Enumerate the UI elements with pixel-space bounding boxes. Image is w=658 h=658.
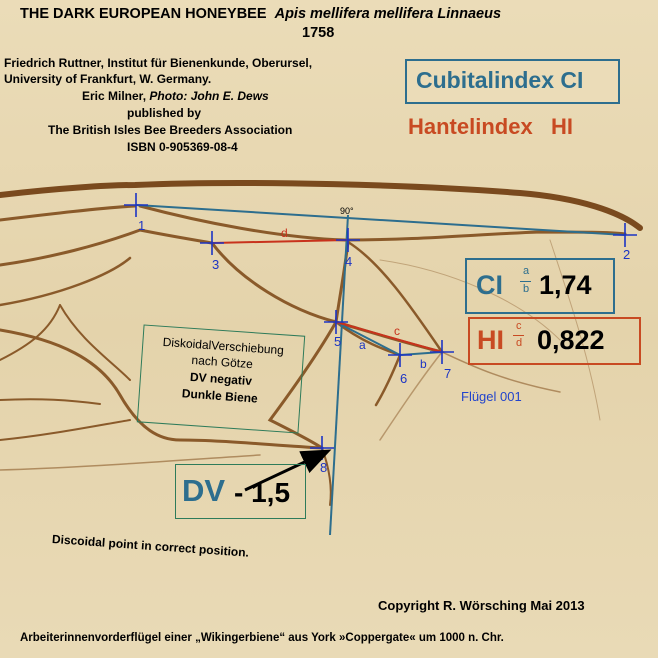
angle-label: 90° xyxy=(340,206,354,216)
hi-result-label: HI xyxy=(477,325,504,355)
copyright: Copyright R. Wörsching Mai 2013 xyxy=(378,598,585,613)
title-year: 1758 xyxy=(302,25,335,41)
annotation-line-4: Dunkle Biene xyxy=(181,386,259,406)
dv-result-value: - 1,5 xyxy=(234,477,291,508)
point-label-5: 5 xyxy=(334,334,342,349)
point-label-6: 6 xyxy=(400,371,408,386)
cubital-legend-label: Cubitalindex CI xyxy=(416,67,584,93)
source-author: Eric Milner, xyxy=(82,89,147,103)
point-label-1: 1 xyxy=(138,218,146,233)
discoidal-note: Discoidal point in correct position. xyxy=(51,532,250,560)
ci-fraction-bar xyxy=(520,281,531,282)
hi-result-box xyxy=(468,317,641,365)
annotation-line-2: nach Götze xyxy=(191,352,254,372)
dv-result-box xyxy=(175,464,306,519)
source-photo: Photo: John E. Dews xyxy=(149,89,269,103)
ci-result-box xyxy=(465,258,615,314)
annotation-line-3: DV negativ xyxy=(189,369,253,389)
source-line-1: Friedrich Ruttner, Institut für Bienenkunde, Oberursel, xyxy=(4,56,313,70)
ci-denominator: b xyxy=(523,283,530,295)
hi-denominator: d xyxy=(516,337,523,349)
ci-result-label: CI xyxy=(476,270,503,300)
hi-fraction-bar xyxy=(513,335,524,336)
source-isbn: ISBN 0-905369-08-4 xyxy=(127,140,238,154)
title-main: THE DARK EUROPEAN HONEYBEE xyxy=(20,6,267,22)
ci-numerator: a xyxy=(523,265,530,277)
ci-result-value: 1,74 xyxy=(539,270,592,300)
cubital-legend-box xyxy=(405,59,620,104)
segment-b-label: b xyxy=(420,357,427,371)
hi-result-value: 0,822 xyxy=(537,325,605,355)
point-label-8: 8 xyxy=(320,460,328,475)
segment-c-label: c xyxy=(394,324,400,338)
segment-d-label: d xyxy=(281,226,288,240)
point-label-7: 7 xyxy=(444,366,452,381)
dv-result-label: DV xyxy=(182,473,226,508)
title-species: Apis mellifera mellifera Linnaeus xyxy=(274,6,502,22)
caption: Arbeiterinnenvorderflügel einer „Wikingerbiene“ aus York »Coppergate« um 1000 n. Chr. xyxy=(20,632,504,644)
page-title xyxy=(20,6,501,22)
source-line-2: University of Frankfurt, W. Germany. xyxy=(4,72,212,86)
wing-id: Flügel 001 xyxy=(461,389,522,404)
segment-a-label: a xyxy=(359,338,366,352)
annotation-line-1: DiskoidalVerschiebung xyxy=(162,334,285,358)
source-published: published by xyxy=(127,106,202,120)
hantel-legend-label: Hantelindex HI xyxy=(408,114,574,139)
point-label-4: 4 xyxy=(345,254,353,269)
source-author-line xyxy=(82,89,269,103)
source-publisher: The British Isles Bee Breeders Association xyxy=(48,123,293,137)
discoidal-annotation-box xyxy=(137,324,305,433)
hi-numerator: c xyxy=(516,320,522,332)
point-label-3: 3 xyxy=(212,257,220,272)
point-label-2: 2 xyxy=(623,247,631,262)
